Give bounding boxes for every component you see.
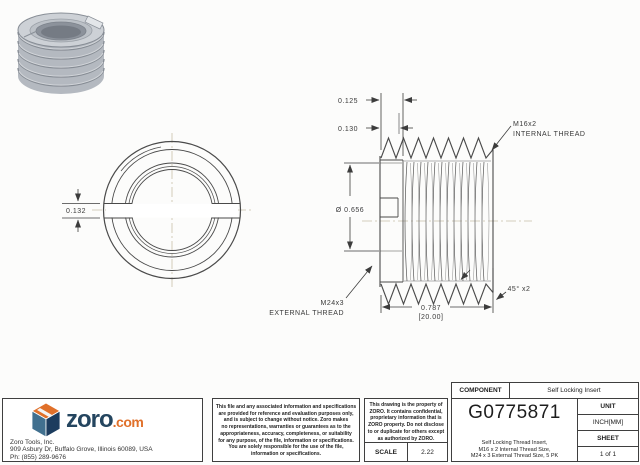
sheet-value: 1 of 1 [599, 451, 617, 458]
part-info-box [451, 382, 639, 462]
dim-0130-label: 0.130 [337, 126, 359, 133]
legal-line: You are solely responsible for the use of the file, [228, 444, 344, 451]
scale-label: SCALE [365, 443, 408, 461]
dim-bore-label: Ø 0.656 [335, 207, 365, 214]
legal-line: for any purpose, of the file, information or specifications. [218, 437, 354, 444]
zoro-wordmark [66, 406, 143, 434]
company-name: Zoro Tools, Inc. [10, 439, 55, 446]
property-notice-text [365, 399, 447, 443]
component-label: COMPONENT [452, 383, 510, 398]
callout-external-thread [346, 266, 372, 298]
external-thread-label-2: EXTERNAL THREAD [269, 310, 344, 317]
zoro-brand-text: zoro [66, 406, 113, 433]
component-value: Self Locking Insert [547, 387, 601, 394]
sheet-label: SHEET [578, 431, 638, 447]
product-3d-render [18, 13, 104, 94]
legal-line: are provided for reference and evaluation purposes only, [218, 410, 354, 417]
part-number: G0775871 [468, 402, 561, 423]
zoro-logo [31, 402, 202, 438]
internal-thread-label-2: INTERNAL THREAD [513, 131, 586, 138]
chamfer-label: 45° x2 [507, 286, 531, 293]
description-line: M16 x 2 Internal Thread Size, [478, 446, 551, 453]
part-number-cell [452, 399, 578, 462]
legal-line: proprietary information that is [370, 415, 442, 422]
legal-line: This drawing is the property of [369, 402, 443, 408]
callout-internal-thread [492, 126, 511, 150]
component-row [452, 383, 638, 399]
description-line: Self Locking Thread Insert, [481, 440, 548, 447]
zoro-cube-icon [31, 402, 61, 438]
legal-line: ZORO property. Do not disclose [368, 422, 444, 429]
company-address: 909 Asbury Dr, Buffalo Grove, Illinois 60089, USA [10, 446, 153, 454]
unit-sheet-column [578, 399, 638, 462]
internal-thread-label-1: M16x2 [513, 121, 537, 128]
legal-line: no representations, warranties or guarantees as to the [221, 424, 351, 431]
zoro-tld-text: .com [112, 414, 144, 430]
scale-value: 2.22 [421, 448, 434, 456]
front-view [92, 133, 252, 287]
company-phone: Ph: (855) 289-9676 [10, 453, 67, 461]
dim-length-mm-label: [20.00] [418, 314, 444, 321]
legal-line: to or duplicate for others except [367, 428, 445, 435]
external-thread-label-1: M24x3 [320, 300, 344, 307]
company-info [10, 439, 202, 461]
side-view [362, 138, 532, 304]
legal-line: appropriateness, accuracy, completeness, or suitability [220, 430, 352, 437]
property-notice-box [364, 398, 448, 462]
dim-length-in-label: 0.787 [420, 305, 442, 312]
unit-value: INCH[MM] [578, 415, 638, 431]
legal-line: and is subject to change without notice. Zoro makes [223, 417, 349, 424]
dim-slot-width-label: 0.132 [65, 208, 87, 215]
legal-disclaimer-box [212, 398, 360, 462]
part-description [471, 440, 558, 460]
scale-row [365, 443, 447, 461]
legal-line: ZORO. It contains confidential, [369, 408, 443, 415]
description-line: M24 x 3 External Thread Size, 5 PK [470, 453, 559, 460]
legal-line: as authorized by ZORO. [377, 435, 435, 442]
titleblock-company-box [2, 398, 203, 462]
legal-line: information or specifications. [250, 450, 321, 457]
unit-label: UNIT [578, 399, 638, 415]
legal-line: This file and any associated information and specifications [215, 404, 357, 410]
dim-0125-label: 0.125 [337, 98, 359, 105]
